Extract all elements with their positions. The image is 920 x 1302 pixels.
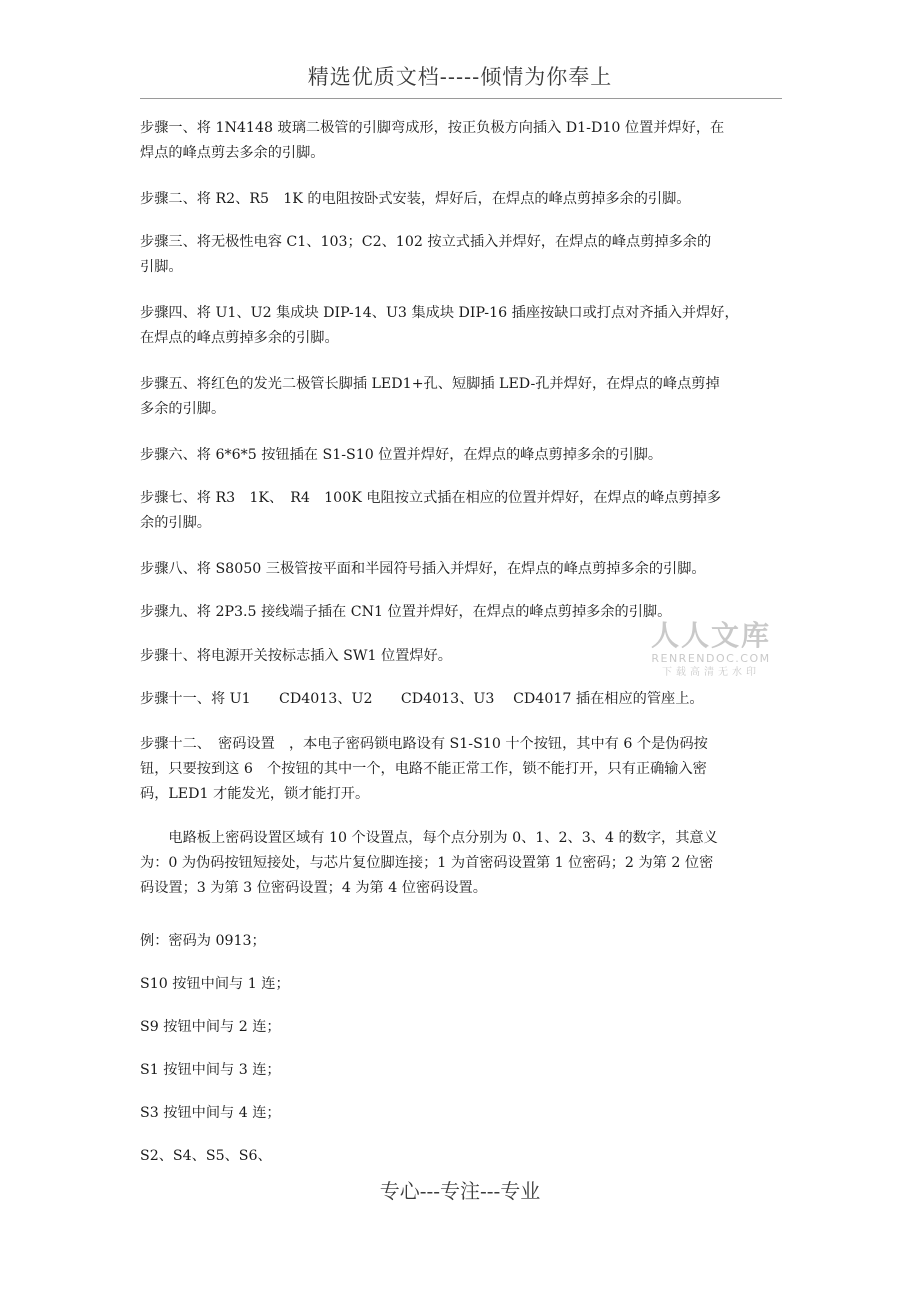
step-11-line-1: 步骤十一、将 U1 CD4013、U2 CD4013、U3 CD4017 插在相应的管座上。 xyxy=(140,691,704,707)
example-password-text: 例：密码为 0913； xyxy=(140,933,266,949)
watermark-title: 人人文库 xyxy=(650,619,771,652)
password-area-line-1: 电路板上密码设置区域有 10 个设置点，每个点分别为 0、1、2、3、4 的数字，其意义 xyxy=(140,830,718,846)
step-11-paragraph xyxy=(140,687,782,712)
step-2-line-1: 步骤二、将 R2、R5 1K 的电阻按卧式安装，焊好后，在焊点的峰点剪掉多余的引脚。 xyxy=(140,191,691,207)
step-5-paragraph xyxy=(140,372,782,422)
step-3-paragraph xyxy=(140,230,782,280)
remaining-buttons-line xyxy=(140,1144,782,1169)
step-1-line-2: 焊点的峰点剪去多余的引脚。 xyxy=(140,145,325,161)
password-area-line-2: 为：0 为伪码按钮短接处，与芯片复位脚连接；1 为首密码设置第 1 位密码；2 为第 2 位密 xyxy=(140,855,714,871)
s9-connection-line xyxy=(140,1015,782,1040)
s3-connection-text: S3 按钮中间与 4 连； xyxy=(140,1105,281,1121)
header-divider xyxy=(140,98,782,99)
step-1-paragraph xyxy=(140,116,782,166)
step-10-line-1: 步骤十、将电源开关按标志插入 SW1 位置焊好。 xyxy=(140,648,452,664)
s10-connection-line xyxy=(140,972,782,997)
step-1-line-1: 步骤一、将 1N4148 玻璃二极管的引脚弯成形，按正负极方向插入 D1-D10 位置并焊好，在 xyxy=(140,120,725,136)
step-8-line-1: 步骤八、将 S8050 三极管按平面和半园符号插入并焊好，在焊点的峰点剪掉多余的引脚。 xyxy=(140,561,706,577)
s1-connection-line xyxy=(140,1058,782,1083)
step-3-line-2: 引脚。 xyxy=(140,259,183,275)
step-6-paragraph xyxy=(140,443,782,468)
step-12-line-1: 步骤十二、 密码设置 ，本电子密码锁电路设有 S1-S10 十个按钮，其中有 6 个是伪码按 xyxy=(140,736,708,752)
s10-connection-text: S10 按钮中间与 1 连； xyxy=(140,976,290,992)
step-3-line-1: 步骤三、将无极性电容 C1、103；C2、102 按立式插入并焊好，在焊点的峰点剪掉多余的 xyxy=(140,234,712,250)
step-5-line-1: 步骤五、将红色的发光二极管长脚插 LED1+孔、短脚插 LED-孔并焊好，在焊点的峰点剪掉 xyxy=(140,376,720,392)
password-area-paragraph xyxy=(140,826,782,901)
step-7-line-1: 步骤七、将 R3 1K、 R4 100K 电阻按立式插在相应的位置并焊好，在焊点的峰点剪掉多 xyxy=(140,490,722,506)
watermark-subtitle: 下载高清无水印 xyxy=(662,667,760,678)
s1-connection-text: S1 按钮中间与 3 连； xyxy=(140,1062,281,1078)
step-4-line-1: 步骤四、将 U1、U2 集成块 DIP-14、U3 集成块 DIP-16 插座按缺口或打点对齐插入并焊好， xyxy=(140,305,739,321)
page-footer: 专心---专注---专业 xyxy=(379,1179,541,1203)
step-7-line-2: 余的引脚。 xyxy=(140,515,211,531)
watermark-logo xyxy=(646,620,776,684)
example-password-line xyxy=(140,929,782,954)
watermark-domain: RENRENDOC.COM xyxy=(651,652,771,665)
step-4-paragraph xyxy=(140,301,782,351)
s9-connection-text: S9 按钮中间与 2 连； xyxy=(140,1019,281,1035)
step-12-line-3: 码，LED1 才能发光，锁才能打开。 xyxy=(140,786,370,802)
step-12-line-2: 钮，只要按到这 6 个按钮的其中一个，电路不能正常工作，锁不能打开，只有正确输入密 xyxy=(140,761,707,777)
s3-connection-line xyxy=(140,1101,782,1126)
step-7-paragraph xyxy=(140,486,782,536)
step-6-line-1: 步骤六、将 6*6*5 按钮插在 S1-S10 位置并焊好，在焊点的峰点剪掉多余的引脚。 xyxy=(140,447,663,463)
step-9-line-1: 步骤九、将 2P3.5 接线端子插在 CN1 位置并焊好，在焊点的峰点剪掉多余的引脚。 xyxy=(140,604,672,620)
step-5-line-2: 多余的引脚。 xyxy=(140,401,226,417)
step-12-paragraph xyxy=(140,732,782,807)
step-2-paragraph xyxy=(140,187,782,212)
step-8-paragraph xyxy=(140,557,782,582)
remaining-buttons-text: S2、S4、S5、S6、 xyxy=(140,1148,272,1164)
page-header-title: 精选优质文档-----倾情为你奉上 xyxy=(307,65,613,89)
step-4-line-2: 在焊点的峰点剪掉多余的引脚。 xyxy=(140,330,339,346)
password-area-line-3: 码设置；3 为第 3 位密码设置；4 为第 4 位密码设置。 xyxy=(140,880,487,896)
